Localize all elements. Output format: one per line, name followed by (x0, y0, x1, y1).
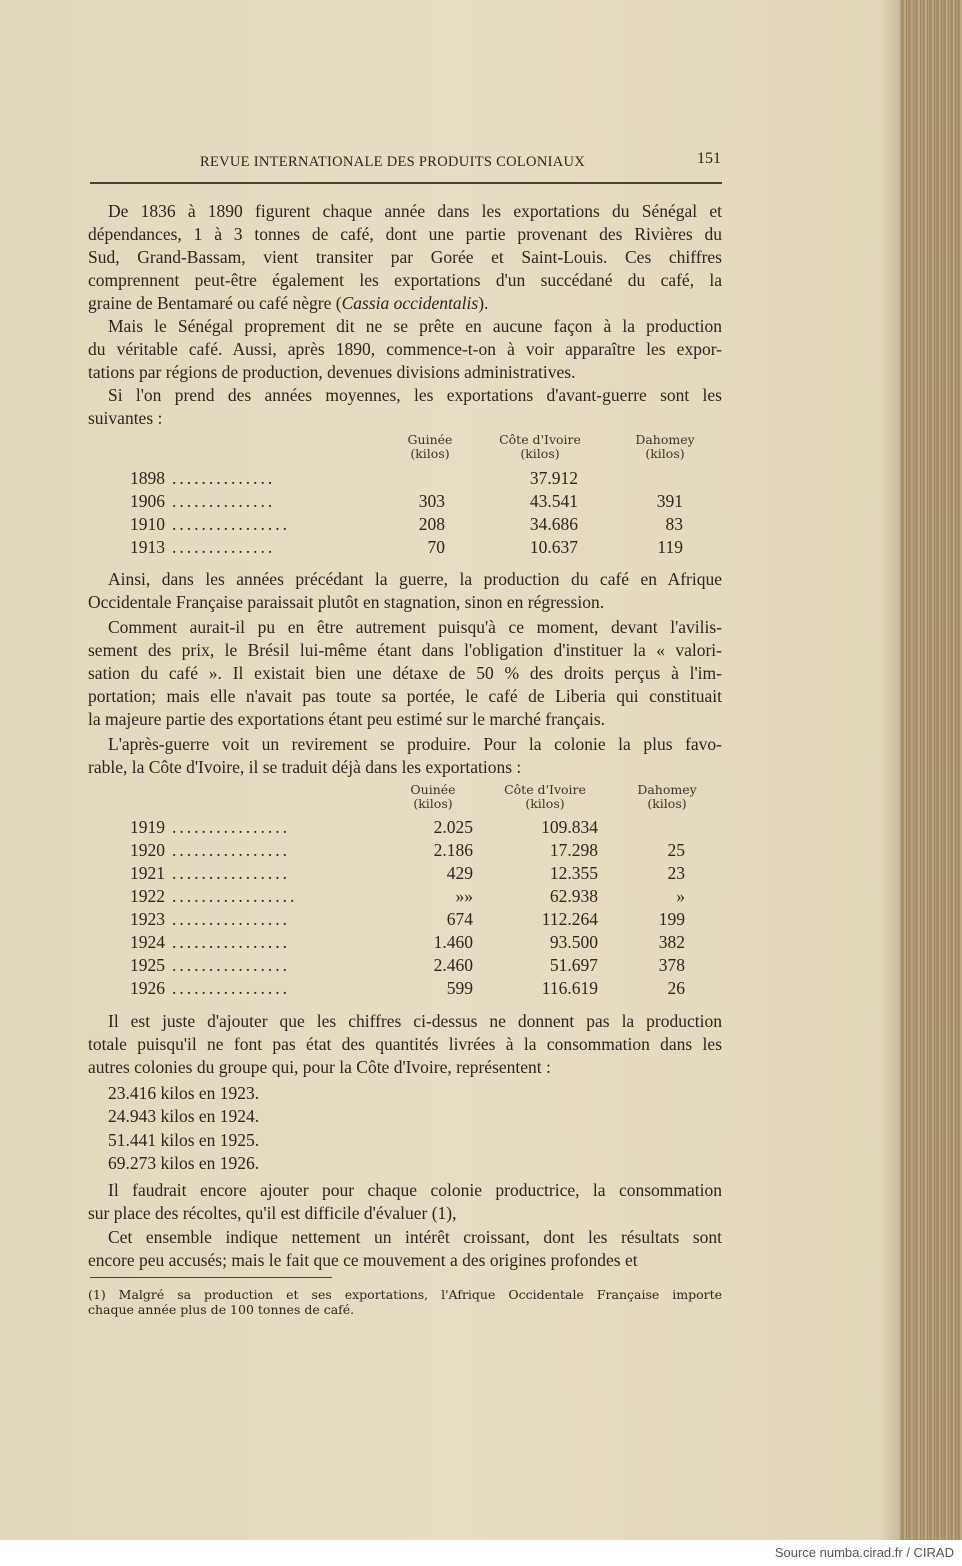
cell-dahomey: 119 (657, 537, 683, 557)
list-item: 51.441 kilos en 1925. (108, 1129, 260, 1150)
table-row (0, 977, 962, 1000)
cell-dots: ................ (172, 514, 290, 534)
column-name: Ouinée (410, 782, 456, 797)
cell-cote: 62.938 (549, 886, 598, 906)
column-header (378, 783, 488, 811)
column-unit: (kilos) (520, 446, 560, 461)
paragraph-4 (88, 568, 722, 614)
cell-guinee: 599 (446, 978, 473, 998)
table-row (0, 931, 962, 954)
cell-dots: ................. (172, 886, 298, 906)
cell-guinee: 1.460 (433, 932, 473, 952)
cell-guinee: 2.186 (433, 840, 473, 860)
page-number: 151 (697, 150, 721, 167)
paragraph-line: portation; mais elle n'avait pas toute sa portée, le café de Liberia qui constituait (88, 686, 722, 706)
column-unit: (kilos) (413, 796, 453, 811)
paragraph-line: suivantes : (88, 408, 163, 428)
paragraph-line: Il faudrait encore ajouter pour chaque colonie productrice, la consommation (108, 1180, 722, 1200)
table-row (0, 954, 962, 977)
paragraph-line: Sud, Grand-Bassam, vient transiter par Gorée et Saint-Louis. Ces chiffres (88, 247, 722, 267)
paragraph-line: autres colonies du groupe qui, pour la Côte d'Ivoire, représentent : (88, 1057, 551, 1077)
cell-cote: 34.686 (529, 514, 578, 534)
cell-dots: ................ (172, 932, 290, 952)
table-row (0, 908, 962, 931)
cell-dots: .............. (172, 537, 276, 557)
paragraph-line: L'après-guerre voit un revirement se produire. Pour la colonie la plus favo- (108, 734, 722, 754)
cell-dots: .............. (172, 468, 276, 488)
header-rule (90, 182, 722, 184)
cell-year: 1919 (130, 817, 165, 837)
source-credit: Source numba.cirad.fr / CIRAD (774, 1545, 954, 1560)
table-row (0, 816, 962, 839)
paragraph-line: Si l'on prend des années moyennes, les exportations d'avant-guerre sont les (108, 385, 722, 405)
cell-dots: ................ (172, 955, 290, 975)
column-header (485, 433, 595, 461)
paragraph-line: rable, la Côte d'Ivoire, il se traduit déjà dans les exportations : (88, 757, 522, 777)
cell-dots: ................ (172, 978, 290, 998)
species-name: Cassia occidentalis (341, 293, 479, 313)
paragraph-line (88, 292, 722, 315)
cell-guinee: 429 (446, 863, 473, 883)
paragraph-8 (88, 1179, 722, 1225)
cell-year: 1922 (130, 886, 165, 906)
column-name: Dahomey (637, 782, 697, 797)
cell-year: 1921 (130, 863, 165, 883)
text: graine de Bentamaré ou café nègre ( (88, 293, 342, 313)
paragraph-line: totale puisqu'il ne font pas état des quantités livrées à la consommation dans les (88, 1034, 722, 1054)
cell-guinee: 303 (418, 491, 445, 511)
paragraph-line: Occidentale Française paraissait plutôt en stagnation, sinon en régression. (88, 592, 605, 612)
cell-dahomey: 199 (658, 909, 685, 929)
cell-dots: ................ (172, 817, 290, 837)
cell-cote: 116.619 (541, 978, 598, 998)
column-name: Côte d'Ivoire (504, 782, 586, 797)
paragraph-line: comprennent peut-être également les exportations d'un succédané du café, la (88, 270, 722, 290)
cell-cote: 51.697 (549, 955, 598, 975)
table-row (0, 467, 962, 490)
paragraph-line: sur place des récoltes, qu'il est difficile d'évaluer (1), (88, 1203, 457, 1223)
cell-year: 1898 (130, 468, 165, 488)
paragraph-7 (88, 1010, 722, 1079)
cell-year: 1923 (130, 909, 165, 929)
list-item: 69.273 kilos en 1926. (108, 1152, 260, 1173)
cell-guinee: 674 (446, 909, 473, 929)
cell-dahomey: 23 (667, 863, 685, 883)
column-header (610, 433, 720, 461)
cell-year: 1910 (130, 514, 165, 534)
cell-dots: ................ (172, 840, 290, 860)
column-unit: (kilos) (647, 796, 687, 811)
column-unit: (kilos) (525, 796, 565, 811)
paragraph-line: du véritable café. Aussi, après 1890, commence-t-on à voir apparaître les expor- (88, 339, 722, 359)
column-unit: (kilos) (645, 446, 685, 461)
list-item: 24.943 kilos en 1924. (108, 1106, 260, 1127)
column-header (490, 783, 600, 811)
cell-guinee: 2.025 (433, 817, 473, 837)
cell-cote: 12.355 (549, 863, 598, 883)
cell-dots: .............. (172, 491, 276, 511)
paragraph-line: encore peu accusés; mais le fait que ce mouvement a des origines profondes et (88, 1250, 638, 1270)
footnote (88, 1287, 722, 1317)
paragraph-6 (88, 733, 722, 779)
cell-cote: 10.637 (529, 537, 578, 557)
paragraph-line: sation du café ». Il existait bien une détaxe de 50 % des droits perçus à l'im- (88, 663, 722, 683)
cell-dahomey: 83 (665, 514, 683, 534)
cell-dahomey: 25 (667, 840, 685, 860)
cell-guinee: »» (455, 886, 473, 906)
cell-year: 1926 (130, 978, 165, 998)
paragraph-9 (88, 1226, 722, 1272)
paragraph-line: dépendances, 1 à 3 tonnes de café, dont une partie provenant des Rivières du (88, 224, 722, 244)
paragraph-5 (88, 616, 722, 731)
cell-guinee: 70 (427, 537, 445, 557)
table-row (0, 839, 962, 862)
paragraph-line: sement des prix, le Brésil lui-même étant dans l'obligation d'instituer la « valori- (88, 640, 722, 660)
cell-dahomey: 378 (658, 955, 685, 975)
paragraph-line: Ainsi, dans les années précédant la guerre, la production du café en Afrique (108, 569, 722, 589)
cell-year: 1925 (130, 955, 165, 975)
footnote-rule (90, 1277, 332, 1278)
paragraph-line: Comment aurait-il pu en être autrement puisqu'à ce moment, devant l'avilis- (108, 617, 722, 637)
paragraph-1 (88, 200, 722, 315)
paragraph-line: la majeure partie des exportations étant peu estimé sur le marché français. (88, 709, 606, 729)
cell-year: 1924 (130, 932, 165, 952)
column-name: Dahomey (635, 432, 695, 447)
paragraph-line: tations par régions de production, devenues divisions administratives. (88, 362, 576, 382)
column-name: Guinée (407, 432, 453, 447)
list-item: 23.416 kilos en 1923. (108, 1083, 260, 1103)
table-row (0, 490, 962, 513)
consumption-list (108, 1082, 259, 1175)
table-row (0, 862, 962, 885)
cell-guinee: 208 (418, 514, 445, 534)
paragraph-line: Il est juste d'ajouter que les chiffres ci-dessus ne donnent pas la production (108, 1011, 722, 1031)
cell-year: 1913 (130, 537, 165, 557)
table-row (0, 513, 962, 536)
cell-cote: 37.912 (529, 468, 578, 488)
footnote-line: (1) Malgré sa production et ses exportations, l'Afrique Occidentale Française importe (88, 1287, 722, 1302)
cell-dahomey: 391 (656, 491, 683, 511)
cell-dots: ................ (172, 909, 290, 929)
paragraph-2 (88, 315, 722, 384)
cell-year: 1906 (130, 491, 165, 511)
running-header: REVUE INTERNATIONALE DES PRODUITS COLONIAUX (200, 154, 586, 170)
column-unit: (kilos) (410, 446, 450, 461)
cell-dahomey: 382 (658, 932, 685, 952)
column-name: Côte d'Ivoire (499, 432, 581, 447)
cell-year: 1920 (130, 840, 165, 860)
cell-cote: 43.541 (529, 491, 578, 511)
cell-cote: 17.298 (549, 840, 598, 860)
cell-cote: 112.264 (541, 909, 598, 929)
table-row (0, 885, 962, 908)
paragraph-3 (88, 384, 722, 430)
cell-cote: 109.834 (541, 817, 598, 837)
cell-dahomey: » (676, 886, 685, 906)
cell-dots: ................ (172, 863, 290, 883)
footnote-line: chaque année plus de 100 tonnes de café. (88, 1302, 355, 1317)
cell-cote: 93.500 (549, 932, 598, 952)
column-header (375, 433, 485, 461)
table-row (0, 536, 962, 559)
column-header (612, 783, 722, 811)
cell-guinee: 2.460 (433, 955, 473, 975)
book-page-edges (900, 0, 962, 1540)
cell-dahomey: 26 (667, 978, 685, 998)
paragraph-line: Mais le Sénégal proprement dit ne se prête en aucune façon à la production (108, 316, 722, 336)
paragraph-line: De 1836 à 1890 figurent chaque année dans les exportations du Sénégal et (108, 201, 722, 221)
paragraph-line: Cet ensemble indique nettement un intérêt croissant, dont les résultats sont (108, 1227, 722, 1247)
text: ). (478, 293, 489, 313)
